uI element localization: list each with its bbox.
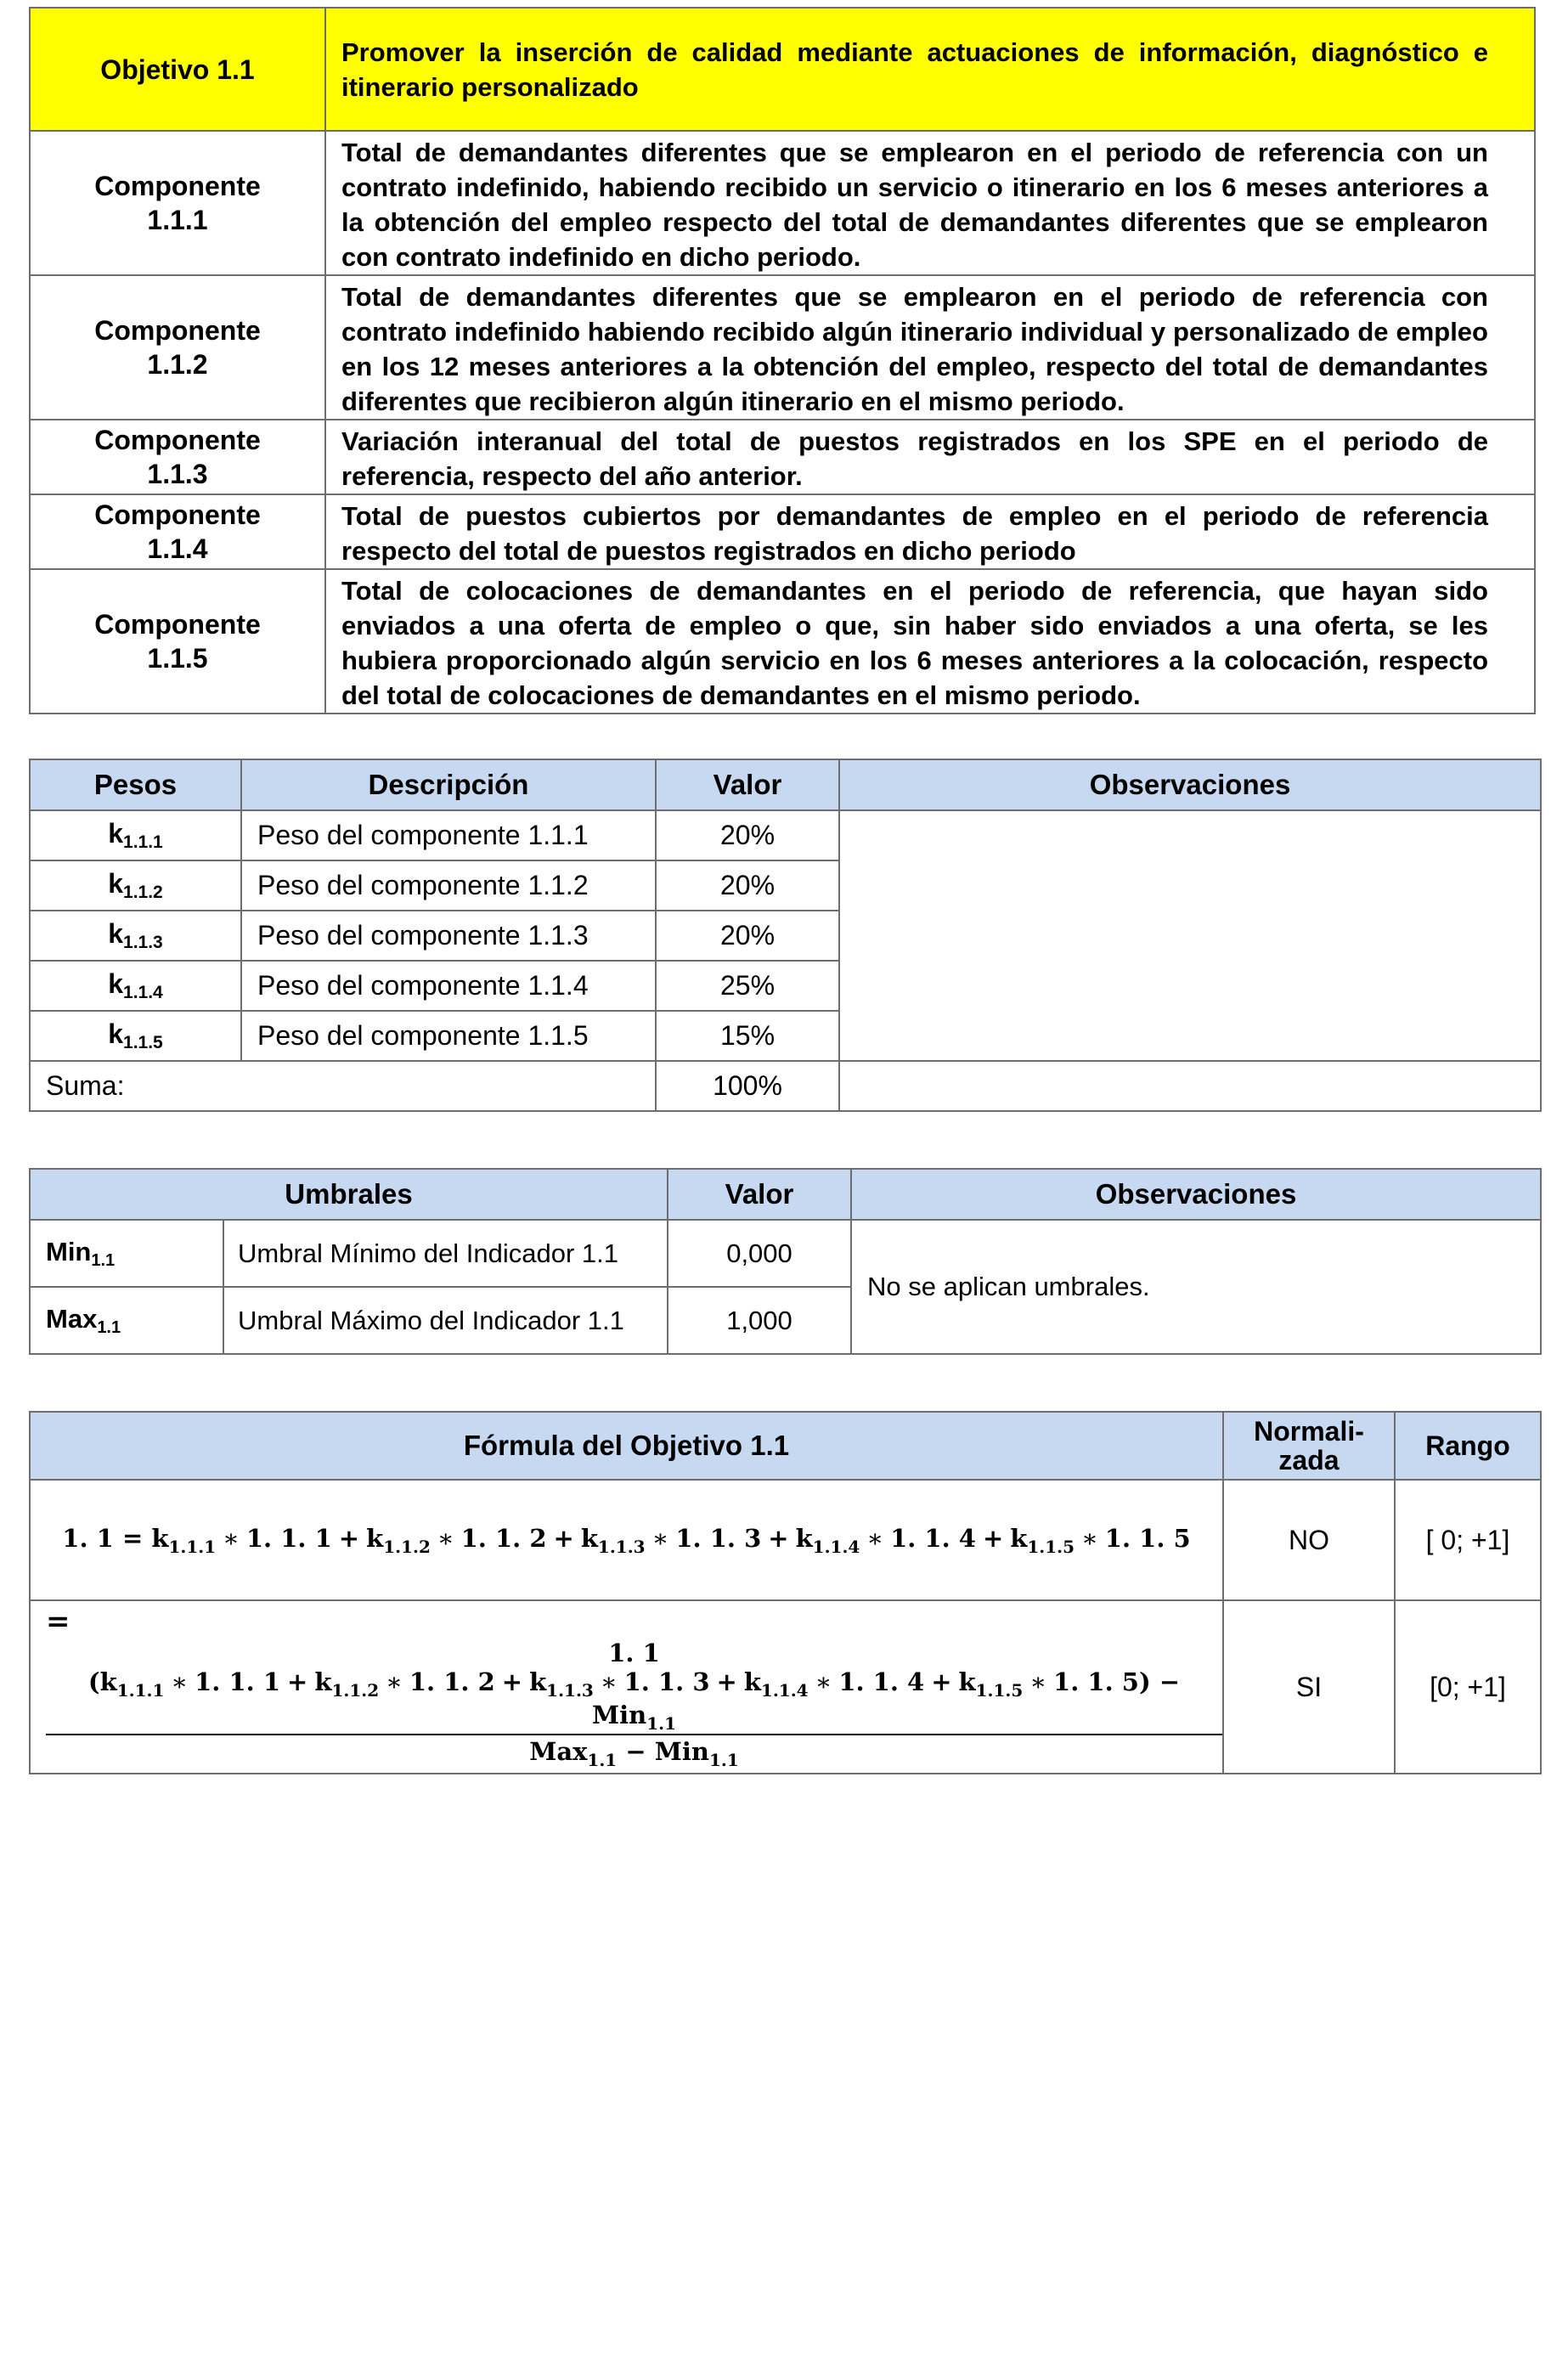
formula-weight-k: k bbox=[529, 1667, 547, 1696]
formula-plus: + bbox=[768, 1523, 789, 1553]
formula-multiply: ∗ bbox=[600, 1667, 618, 1696]
threshold-min-description: Umbral Mínimo del Indicador 1.1 bbox=[223, 1220, 668, 1287]
formula-normalized: SI bbox=[1223, 1600, 1395, 1774]
component-label bbox=[30, 420, 325, 494]
header-valor: Valor bbox=[668, 1169, 851, 1220]
formula-variable: 1. 1. 3 bbox=[623, 1667, 710, 1696]
weight-k: k bbox=[108, 918, 124, 949]
component-label-number: 1.1.1 bbox=[147, 205, 208, 235]
formula-numerator-top: 1. 1 bbox=[608, 1638, 660, 1667]
formula-equals: = bbox=[121, 1523, 144, 1553]
header-descripcion: Descripción bbox=[241, 759, 656, 810]
formula-variable: 1. 1. 1 bbox=[195, 1667, 281, 1696]
weight-row bbox=[30, 810, 1541, 860]
weight-symbol bbox=[30, 810, 241, 860]
threshold-max-label bbox=[30, 1287, 223, 1354]
component-text: Total de demandantes diferentes que se emplearon en el periodo de referencia con contrato indefinido habiendo recibido algún itinerario individual y personalizado de empleo en los 12 meses anteriores a la obtención del empleo, respecto del total de demandantes diferentes que recibieron algún itinerario en el mismo periodo. bbox=[325, 275, 1535, 420]
formula-weight-k: k bbox=[314, 1667, 332, 1696]
formula-multiply: ∗ bbox=[171, 1667, 189, 1696]
formula-plus: + bbox=[287, 1667, 308, 1696]
header-normalizada-line1: Normali- bbox=[1254, 1416, 1364, 1447]
component-label-number: 1.1.3 bbox=[147, 459, 208, 489]
component-label-number: 1.1.5 bbox=[147, 643, 208, 674]
formula-variable: 1. 1. 4 bbox=[838, 1667, 925, 1696]
formula-terms bbox=[99, 1667, 1139, 1701]
weight-sum-row bbox=[30, 1061, 1541, 1111]
formula-weight-subscript: 1.1.2 bbox=[331, 1679, 380, 1701]
thresholds-observation: No se aplican umbrales. bbox=[851, 1220, 1541, 1354]
formula-weight-subscript: 1.1.4 bbox=[760, 1679, 809, 1701]
formula-multiply: ∗ bbox=[1029, 1667, 1047, 1696]
threshold-min-value: 0,000 bbox=[668, 1220, 851, 1287]
formula-weight-k: k bbox=[580, 1523, 598, 1553]
weight-symbol bbox=[30, 860, 241, 911]
formula-weight-k: k bbox=[151, 1523, 169, 1553]
component-label-word: Componente bbox=[94, 609, 261, 640]
weight-subscript: 1.1.5 bbox=[123, 1033, 163, 1052]
formula-expression bbox=[30, 1480, 1223, 1600]
formula-weight-subscript: 1.1.3 bbox=[597, 1536, 646, 1557]
formula-min-subscript: 1.1 bbox=[646, 1712, 676, 1734]
formula-open-paren: ( bbox=[87, 1667, 100, 1696]
header-pesos: Pesos bbox=[30, 759, 241, 810]
formula-row-normalized bbox=[30, 1600, 1541, 1774]
formula-denominator bbox=[46, 1734, 1222, 1770]
component-label-word: Componente bbox=[94, 499, 261, 530]
formula-variable: 1. 1. 2 bbox=[460, 1523, 547, 1553]
weights-observations bbox=[839, 810, 1541, 1061]
weight-subscript: 1.1.4 bbox=[123, 983, 163, 1002]
component-label bbox=[30, 569, 325, 714]
formula-weight-k: k bbox=[1010, 1523, 1028, 1553]
formula-min: Min bbox=[654, 1736, 709, 1766]
formula-range: [0; +1] bbox=[1395, 1600, 1541, 1774]
formula-weight-subscript: 1.1.3 bbox=[546, 1679, 594, 1701]
formula-fraction bbox=[46, 1639, 1222, 1770]
thresholds-header-row bbox=[30, 1169, 1541, 1220]
threshold-min-label bbox=[30, 1220, 223, 1287]
header-normalizada-line2: zada bbox=[1278, 1445, 1340, 1475]
component-text: Total de puestos cubiertos por demandantes de empleo en el periodo de referencia respecto del total de puestos registrados en dicho periodo bbox=[325, 494, 1535, 569]
weight-subscript: 1.1.1 bbox=[123, 832, 163, 852]
formula-weight-k: k bbox=[743, 1667, 761, 1696]
formula-multiply: ∗ bbox=[866, 1523, 884, 1553]
weight-sum-observations bbox=[839, 1061, 1541, 1111]
weight-description: Peso del componente 1.1.5 bbox=[241, 1011, 656, 1061]
formula-expression bbox=[30, 1600, 1223, 1774]
component-label bbox=[30, 131, 325, 275]
component-row bbox=[30, 131, 1535, 275]
component-label-word: Componente bbox=[94, 425, 261, 455]
formula-multiply: ∗ bbox=[223, 1523, 240, 1553]
component-label-number: 1.1.4 bbox=[147, 533, 208, 564]
weight-value: 20% bbox=[656, 911, 839, 961]
formula-range: [ 0; +1] bbox=[1395, 1480, 1541, 1600]
formula-close-paren: ) bbox=[1138, 1667, 1151, 1696]
weight-sum-value: 100% bbox=[656, 1061, 839, 1111]
formula-weight-subscript: 1.1.5 bbox=[1027, 1536, 1075, 1557]
formula-multiply: ∗ bbox=[815, 1667, 832, 1696]
formula-plus: + bbox=[982, 1523, 1004, 1553]
component-label bbox=[30, 494, 325, 569]
formula-lhs: 1. 1 bbox=[62, 1523, 114, 1553]
formula-terms bbox=[151, 1523, 1191, 1557]
header-observaciones: Observaciones bbox=[839, 759, 1541, 810]
formula-variable: 1. 1. 2 bbox=[409, 1667, 495, 1696]
formula-weight-subscript: 1.1.2 bbox=[383, 1536, 431, 1557]
threshold-max-text: Max bbox=[46, 1303, 98, 1334]
header-normalizada bbox=[1223, 1412, 1395, 1480]
formula-weight-k: k bbox=[366, 1523, 384, 1553]
formula-multiply: ∗ bbox=[1081, 1523, 1098, 1553]
formula-minus: − bbox=[1159, 1667, 1181, 1696]
formula-table bbox=[29, 1411, 1542, 1774]
formula-multiply: ∗ bbox=[651, 1523, 669, 1553]
formula-variable: 1. 1. 1 bbox=[245, 1523, 332, 1553]
header-formula: Fórmula del Objetivo 1.1 bbox=[30, 1412, 1223, 1480]
component-label-word: Componente bbox=[94, 315, 261, 346]
weights-table bbox=[29, 759, 1542, 1112]
header-umbrales: Umbrales bbox=[30, 1169, 668, 1220]
formula-normalized: NO bbox=[1223, 1480, 1395, 1600]
formula-max-subscript: 1.1 bbox=[587, 1749, 618, 1770]
threshold-max-value: 1,000 bbox=[668, 1287, 851, 1354]
objective-row bbox=[30, 8, 1535, 131]
component-label-word: Componente bbox=[94, 171, 261, 201]
formula-row-unnormalized bbox=[30, 1480, 1541, 1600]
objective-label: Objetivo 1.1 bbox=[30, 8, 325, 131]
formula-variable: 1. 1. 3 bbox=[675, 1523, 762, 1553]
threshold-min-subscript: 1.1 bbox=[91, 1250, 116, 1270]
weight-k: k bbox=[108, 968, 124, 999]
objective-text: Promover la inserción de calidad mediante actuaciones de información, diagnóstico e itinerario personalizado bbox=[325, 8, 1535, 131]
component-row bbox=[30, 275, 1535, 420]
component-text: Total de demandantes diferentes que se emplearon en el periodo de referencia con un contrato indefinido, habiendo recibido un servicio o itinerario en los 6 meses anteriores a la obtención del empleo respecto del total de demandantes diferentes que se emplearon con contrato indefinido en dicho periodo. bbox=[325, 131, 1535, 275]
formula-numerator bbox=[46, 1667, 1222, 1734]
weight-k: k bbox=[108, 1018, 124, 1049]
formula-weight-subscript: 1.1.1 bbox=[168, 1536, 217, 1557]
weight-symbol bbox=[30, 961, 241, 1011]
weight-symbol bbox=[30, 911, 241, 961]
weight-k: k bbox=[108, 818, 124, 849]
weight-description: Peso del componente 1.1.2 bbox=[241, 860, 656, 911]
header-rango: Rango bbox=[1395, 1412, 1541, 1480]
formula-variable: 1. 1. 4 bbox=[890, 1523, 976, 1553]
component-row bbox=[30, 494, 1535, 569]
weight-value: 25% bbox=[656, 961, 839, 1011]
component-label-number: 1.1.2 bbox=[147, 349, 208, 380]
thresholds-table bbox=[29, 1168, 1542, 1355]
formula-variable: 1. 1. 5 bbox=[1104, 1523, 1191, 1553]
weight-value: 20% bbox=[656, 860, 839, 911]
threshold-max-description: Umbral Máximo del Indicador 1.1 bbox=[223, 1287, 668, 1354]
threshold-min-row bbox=[30, 1220, 1541, 1287]
formula-multiply: ∗ bbox=[437, 1523, 454, 1553]
weight-subscript: 1.1.3 bbox=[123, 933, 163, 952]
component-text: Variación interanual del total de puestos registrados en los SPE en el periodo de referencia, respecto del año anterior. bbox=[325, 420, 1535, 494]
formula-weight-subscript: 1.1.5 bbox=[975, 1679, 1024, 1701]
formula-plus: + bbox=[716, 1667, 737, 1696]
formula-minus: − bbox=[625, 1736, 646, 1766]
formula-weight-k: k bbox=[99, 1667, 117, 1696]
objective-table bbox=[29, 7, 1536, 714]
weight-description: Peso del componente 1.1.1 bbox=[241, 810, 656, 860]
header-observaciones: Observaciones bbox=[851, 1169, 1541, 1220]
component-row bbox=[30, 569, 1535, 714]
formula-plus: + bbox=[553, 1523, 574, 1553]
component-label bbox=[30, 275, 325, 420]
formula-header-row bbox=[30, 1412, 1541, 1480]
formula-variable: 1. 1. 5 bbox=[1053, 1667, 1139, 1696]
formula-weight-k: k bbox=[958, 1667, 976, 1696]
threshold-min-text: Min bbox=[46, 1236, 92, 1266]
weights-header-row bbox=[30, 759, 1541, 810]
formula-max: Max bbox=[529, 1736, 588, 1766]
formula-min-subscript: 1.1 bbox=[708, 1749, 739, 1770]
formula-equals: = bbox=[46, 1604, 71, 1639]
weight-k: k bbox=[108, 868, 124, 899]
formula-plus: + bbox=[338, 1523, 360, 1553]
weight-subscript: 1.1.2 bbox=[123, 883, 163, 902]
weight-symbol bbox=[30, 1011, 241, 1061]
formula-multiply: ∗ bbox=[386, 1667, 403, 1696]
threshold-max-subscript: 1.1 bbox=[97, 1317, 121, 1337]
component-text: Total de colocaciones de demandantes en el periodo de referencia, que hayan sido enviados a una oferta de empleo o que, sin haber sido enviados a una oferta, se les hubiera proporcionado algún servicio en los 6 meses anteriores a la colocación, respecto del total de colocaciones de demandantes en el mismo periodo. bbox=[325, 569, 1535, 714]
weight-value: 20% bbox=[656, 810, 839, 860]
weight-value: 15% bbox=[656, 1011, 839, 1061]
formula-min: Min bbox=[592, 1700, 647, 1729]
component-row bbox=[30, 420, 1535, 494]
weight-sum-label: Suma: bbox=[30, 1061, 656, 1111]
formula-weight-k: k bbox=[795, 1523, 813, 1553]
formula-plus: + bbox=[931, 1667, 952, 1696]
formula-plus: + bbox=[501, 1667, 523, 1696]
header-valor: Valor bbox=[656, 759, 839, 810]
formula-weight-subscript: 1.1.1 bbox=[116, 1679, 165, 1701]
weight-description: Peso del componente 1.1.3 bbox=[241, 911, 656, 961]
weight-description: Peso del componente 1.1.4 bbox=[241, 961, 656, 1011]
formula-weight-subscript: 1.1.4 bbox=[812, 1536, 860, 1557]
